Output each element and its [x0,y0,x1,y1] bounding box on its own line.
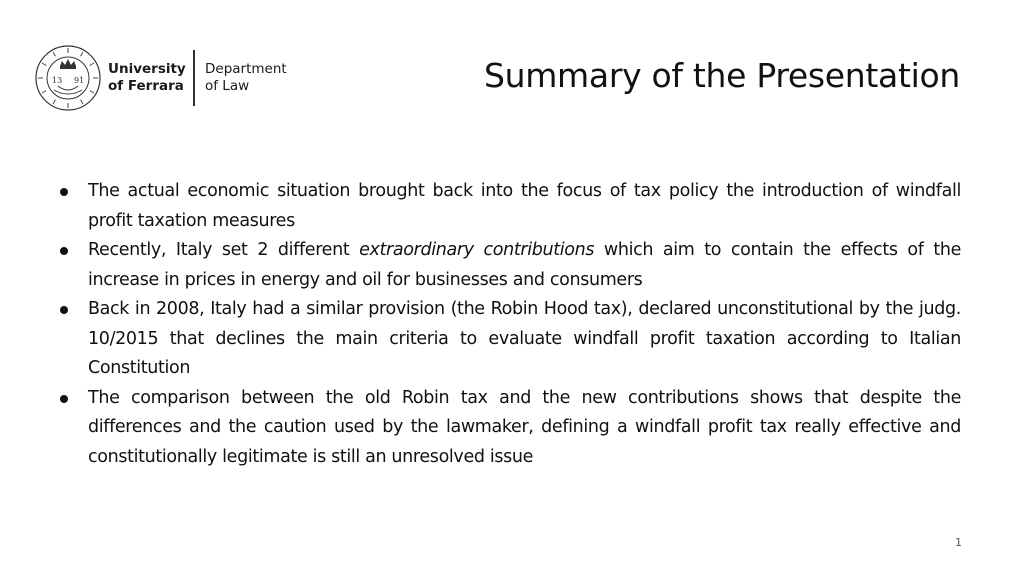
bullet-text: The actual economic situation brought back into the focus of tax policy the introduction of windfall profit taxation measures [88,181,961,231]
bullet-text: The comparison between the old Robin tax and the new contributions shows that despite the differences and the caution used by the lawmaker, defining a windfall profit tax really effective and constitutionally legitimate is still an unresolved issue [88,387,961,467]
bullet-item [56,384,961,473]
bullet-item [56,295,961,384]
university-name-line2: of Ferrara [108,78,184,94]
university-name [108,61,186,95]
university-logo [34,44,304,114]
bullet-dot-icon [60,188,68,196]
university-name-line1: University [108,61,186,77]
university-seal-icon [34,44,102,112]
department-name [205,61,287,95]
slide-title: Summary of the Presentation [483,56,960,95]
seal-year-right: 91 [74,76,85,85]
seal-year-left: 13 [52,76,63,85]
bullet-text: Back in 2008, Italy had a similar provision (the Robin Hood tax), declared unconstitutional by the judg. 10/2015 that declines the main criteria to evaluate windfall profit taxation according to Italian Constitution [88,299,961,378]
department-name-line1: Department [205,61,287,77]
department-name-line2: of Law [205,78,250,94]
bullet-item [56,177,961,236]
bullet-text-before: Recently, Italy set 2 different [88,240,360,260]
bullet-dot-icon [60,395,68,403]
bullet-list [56,177,961,472]
bullet-item [56,236,961,295]
page-number: 1 [955,536,962,549]
logo-divider [193,50,195,106]
bullet-text-after: which aim to contain the effects of the increase in prices in energy and oil for businesses and consumers [88,240,962,290]
bullet-dot-icon [60,247,68,255]
bullet-text-italic: extraordinary contributions [359,240,595,260]
bullet-dot-icon [60,306,68,314]
